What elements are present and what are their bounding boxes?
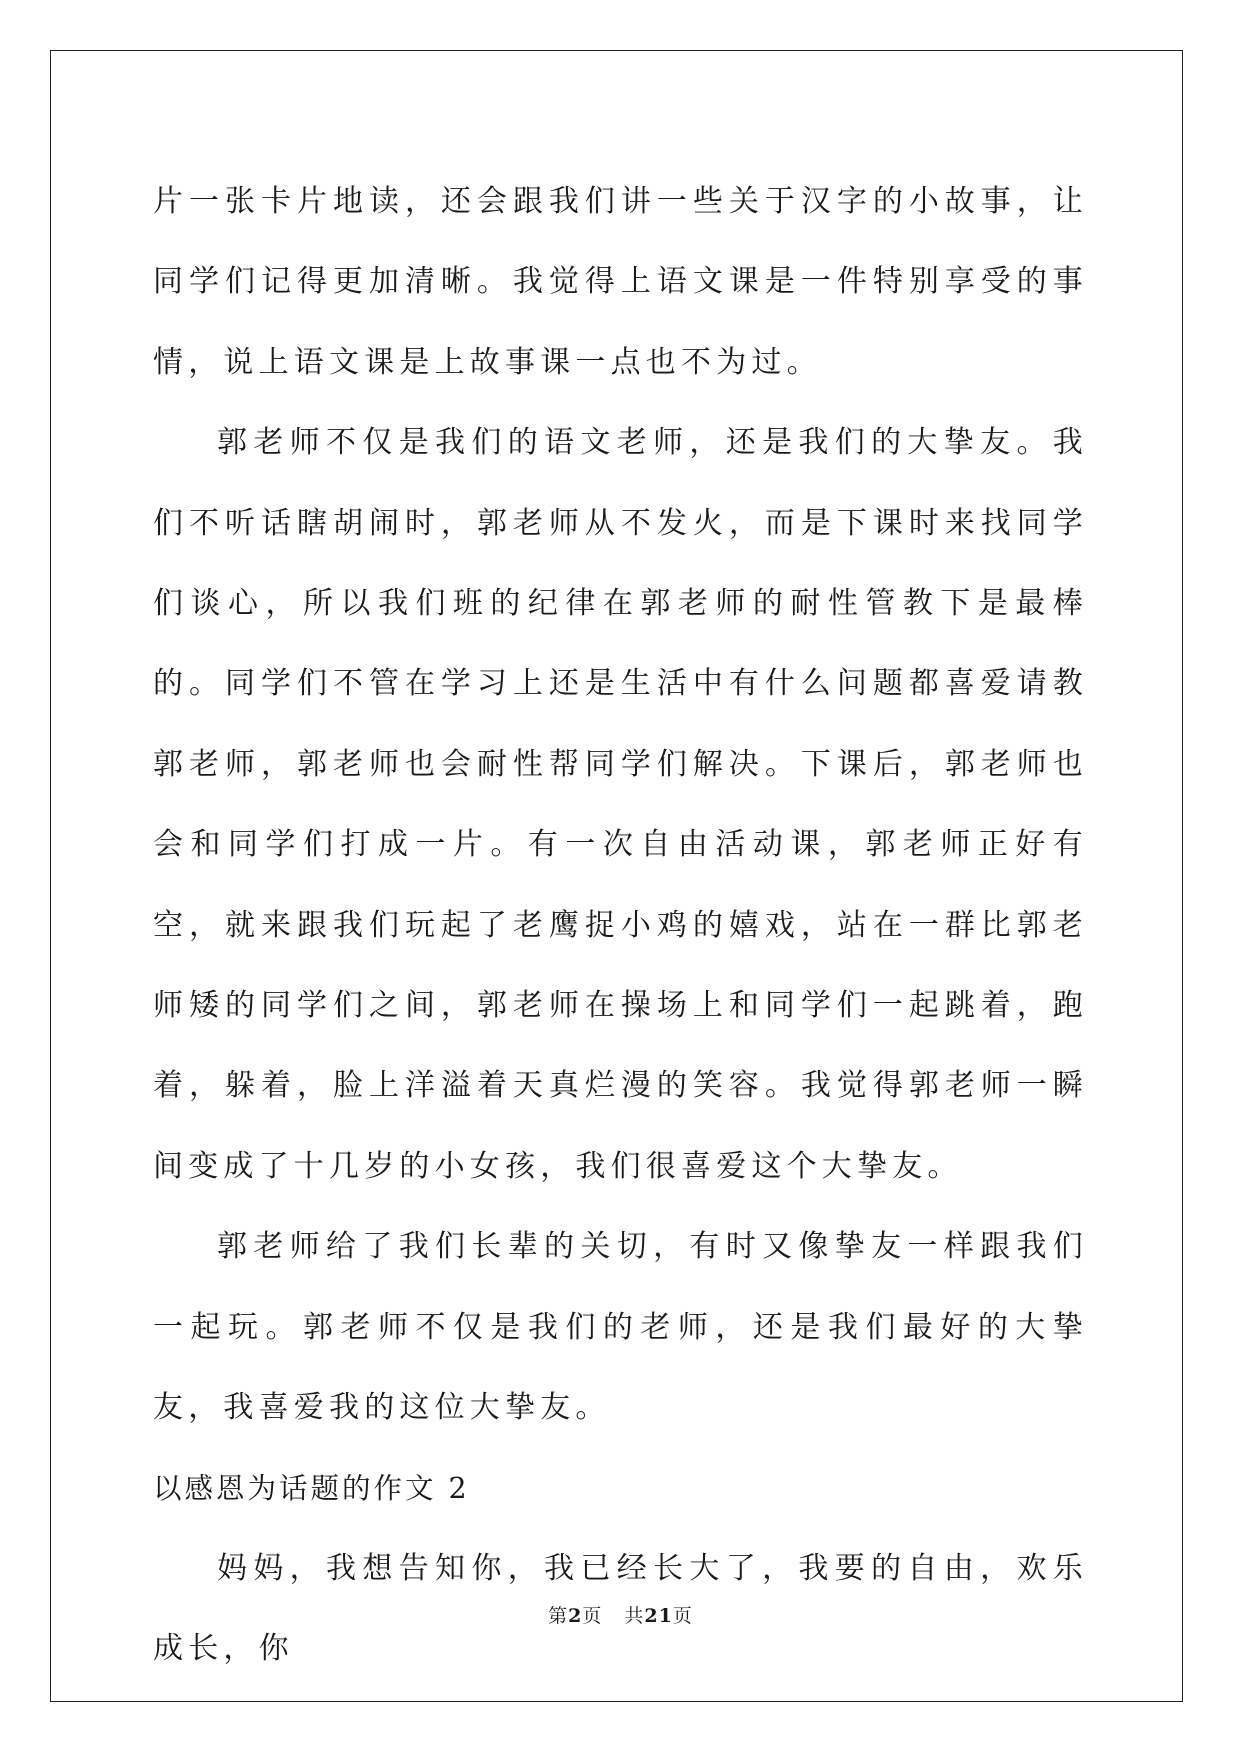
footer-page-unit: 页 bbox=[582, 1605, 603, 1627]
footer-total-prefix: 共 bbox=[624, 1605, 645, 1627]
paragraph-1: 片一张卡片地读，还会跟我们讲一些关于汉字的小故事，让同学们记得更加清晰。我觉得上语文课是一件特别享受的事情，说上语文课是上故事课一点也不为过。 bbox=[153, 184, 1088, 380]
paragraph-3: 郭老师给了我们长辈的关切，有时又像挚友一样跟我们一起玩。郭老师不仅是我们的老师，还是我们最好的大挚友，我喜爱我的这位大挚友。 bbox=[153, 1229, 1088, 1426]
paragraph-2: 郭老师不仅是我们的语文老师，还是我们的大挚友。我们不听话瞎胡闹时，郭老师从不发火，而是下课时来找同学们谈心，所以我们班的纪律在郭老师的耐性管教下是最棒的。同学们不管在学习上还是生活中有什么问题都喜爱请教郭老师，郭老师也会耐性帮同学们解决。下课后，郭老师也会和同学们打成一片。有一次自由活动课，郭老师正好有空，就来跟我们玩起了老鹰捉小鸡的嬉戏，站在一群比郭老师矮的同学们之间，郭老师在操场上和同学们一起跳着，跑着，躲着，脸上洋溢着天真烂漫的笑容。我觉得郭老师一瞬间变成了十几岁的小女孩，我们很喜爱这个大挚友。 bbox=[153, 425, 1088, 1184]
footer-prefix: 第 bbox=[548, 1605, 569, 1627]
footer-total-unit: 页 bbox=[672, 1605, 693, 1627]
footer-page-number: 2 bbox=[568, 1605, 583, 1627]
page-footer bbox=[0, 1603, 1241, 1629]
document-body bbox=[153, 162, 1088, 1690]
essay-heading: 以感恩为话题的作文 2 bbox=[153, 1471, 470, 1505]
footer-total-pages: 21 bbox=[644, 1605, 673, 1627]
paragraph-4: 妈妈，我想告知你，我已经长大了，我要的自由，欢乐成长，你 bbox=[153, 1550, 1088, 1667]
